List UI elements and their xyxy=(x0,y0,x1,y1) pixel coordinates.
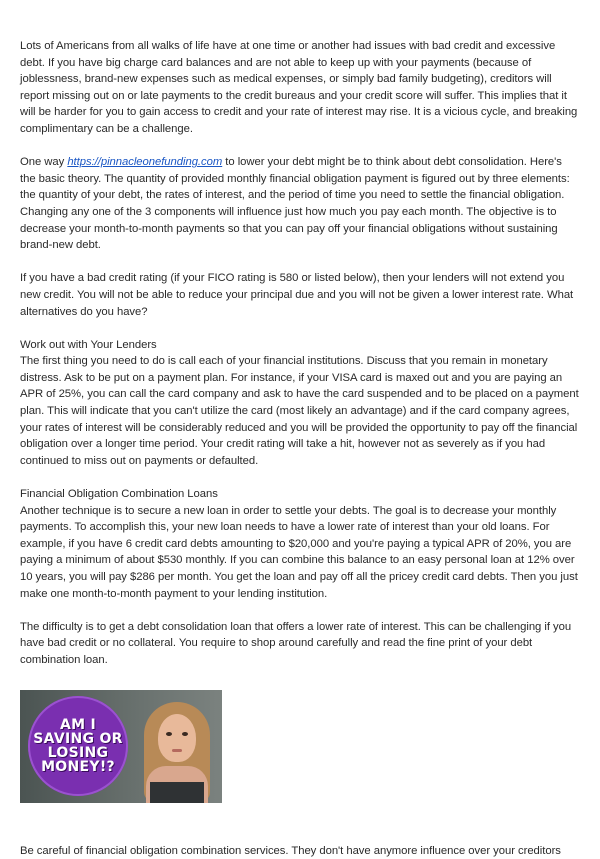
paragraph-text: to lower your debt might be to think about debt consolidation. Here's the basic theory. The quantity of provided monthly financial obligation payment is figured out by three elements: the quantity of your debt, the rates of interest, and the period of time you need to settle the financial obligation. Changing any one of the 3 components will influence just how much you pay each month. The objective is to decrease your month-to-month payments so that you can pay off your financial obligations without sustaining brand-new debt. xyxy=(20,156,570,252)
eye xyxy=(182,732,188,736)
section-heading-loans: Financial Obligation Combination Loans xyxy=(20,488,218,501)
purple-circle-badge xyxy=(28,696,128,796)
pinnacle-link[interactable]: https://pinnacleonefunding.com xyxy=(67,156,223,169)
face xyxy=(158,714,196,762)
paragraph-loans: Another technique is to secure a new loan in order to settle your debts. The goal is to decrease your monthly payments. To accomplish this, your new loan needs to have a lower rate of interest than your old loans. For example, if you have 6 credit card debts amounting to $20,000 and you're paying a typical APR of 20%, you are paying a minimum of about $530 monthly. If you can combine this balance to an easy personal loan at 12% over 10 years, you will pay $286 per month. You get the loan and pay off all the pricey credit card debts. Then you just make one month-to-month payment to your lending institution. xyxy=(20,504,578,600)
mouth xyxy=(172,749,182,752)
paragraph-consolidation xyxy=(20,154,580,254)
badge-line: SAVING OR xyxy=(33,730,123,747)
woman-figure xyxy=(138,694,218,803)
badge-text xyxy=(33,718,122,774)
badge-line: LOSING xyxy=(47,744,109,761)
paragraph-text: One way xyxy=(20,156,68,169)
video-thumbnail-image xyxy=(20,690,222,803)
paragraph-difficulty: The difficulty is to get a debt consolidation loan that offers a lower rate of interest. This can be challenging if you have bad credit or no collateral. You require to shop around carefully and read the fine print of your debt combination loan. xyxy=(20,620,572,666)
paragraph-services: Be careful of financial obligation combination services. They don't have anymore influence over your creditors xyxy=(20,844,561,857)
paragraph-bad-credit: If you have a bad credit rating (if your FICO rating is 580 or listed below), then your lenders will not extend you new credit. You will not be able to reduce your principal due and you will not be given a lower interest rate. What alternatives do you have? xyxy=(20,272,574,318)
eye xyxy=(166,732,172,736)
paragraph-lenders: The first thing you need to do is call each of your financial institutions. Discuss that you remain in monetary distress. Ask to be put on a payment plan. For instance, if your VISA card is maxed out and you are paying an APR of 25%, you can call the card company and ask to have the card suspended and to be placed on a payment plan. This will indicate that you can't utilize the card (most likely an advantage) and if the card company agrees, your rates of interest will be considerably reduced and you will be provided the opportunity to pay off the financial obligation over a longer time period. Your credit rating will take a hit, however not as severely as if you had continued to miss out on payments or defaulted. xyxy=(20,355,579,467)
badge-line: MONEY!? xyxy=(41,758,115,775)
badge-line: AM I xyxy=(59,716,97,733)
section-heading-lenders: Work out with Your Lenders xyxy=(20,338,157,351)
shirt xyxy=(150,782,204,803)
paragraph-intro: Lots of Americans from all walks of life have at one time or another had issues with bad credit and excessive debt. If you have big charge card balances and are not able to keep up with your payments (because of joblessness, brand-new expenses such as medical expenses, or simply bad family budgeting), creditors will report missing out on or late payments to the credit bureaus and your credit score will suffer. This implies that it will be harder for you to gain access to credit and your rate of interest may rise. It is a vicious cycle, and breaking complimentary can be a challenge. xyxy=(20,40,578,135)
